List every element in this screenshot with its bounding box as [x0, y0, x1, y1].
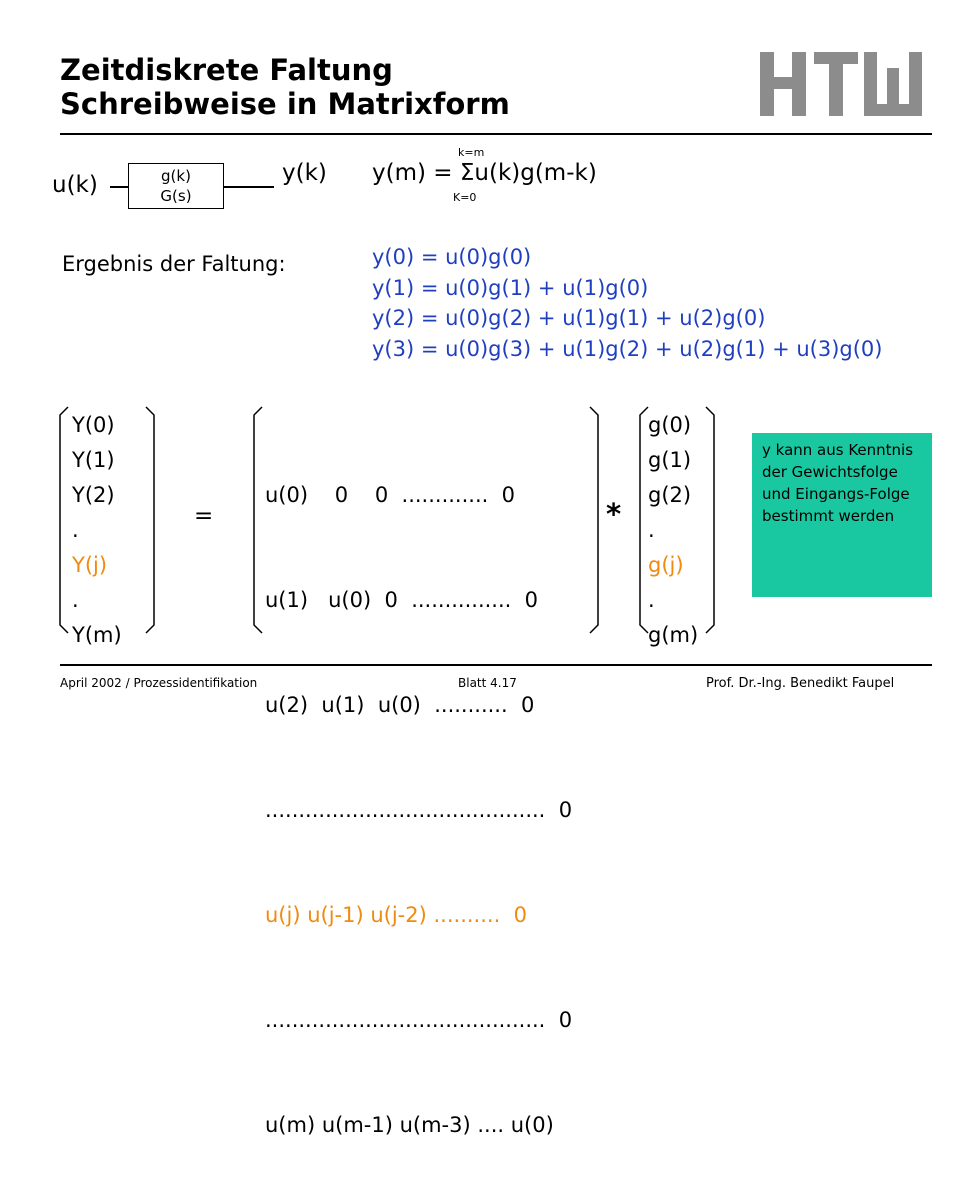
y-element-j: Y(j) [72, 553, 108, 577]
g-element: g(1) [648, 448, 692, 472]
y-element: Y(1) [72, 448, 115, 472]
u-matrix-row: u(2) u(1) u(0) ........... 0 [265, 693, 535, 717]
u-matrix-row-j: u(j) u(j-1) u(j-2) .......... 0 [265, 903, 527, 927]
g-element: . [648, 518, 655, 542]
block-label-G: G(s) [160, 187, 192, 205]
u-matrix-row: u(m) u(m-1) u(m-3) .... u(0) [265, 1113, 554, 1137]
footer-left: April 2002 / Prozessidentifikation [60, 676, 258, 690]
u-matrix-row: .......................................... 0 [265, 1008, 573, 1032]
equation-y0: y(0) = u(0)g(0) [372, 245, 532, 269]
g-element: g(2) [648, 483, 692, 507]
g-element: . [648, 588, 655, 612]
footer-author: Prof. Dr.-Ing. Benedikt Faupel [706, 676, 895, 691]
htw-logo [752, 48, 924, 120]
y-element: Y(0) [72, 413, 115, 437]
g-element: g(m) [648, 623, 699, 647]
y-element: Y(m) [72, 623, 122, 647]
equals-sign: = [194, 503, 214, 529]
note-box [752, 433, 932, 597]
sum-upper-limit: k=m [458, 146, 485, 159]
y-element: . [72, 518, 79, 542]
title-line-2: Schreibweise in Matrixform [60, 87, 510, 121]
y-vector [72, 408, 122, 653]
title-line-1: Zeitdiskrete Faltung [60, 53, 393, 87]
u-matrix [265, 408, 572, 1178]
equation-y2: y(2) = u(0)g(2) + u(1)g(1) + u(2)g(0) [372, 306, 766, 330]
y-element: Y(2) [72, 483, 115, 507]
equation-y1: y(1) = u(0)g(1) + u(1)g(0) [372, 275, 649, 300]
input-signal-label: u(k) [52, 172, 98, 198]
sum-lower-limit: K=0 [453, 191, 477, 204]
header-divider [60, 133, 932, 135]
y-element: . [72, 588, 79, 612]
u-matrix-row: u(0) 0 0 ............. 0 [265, 483, 516, 507]
note-text: y kann aus Kenntnis der Gewichtsfolge und Eingangs-Folge bestimmt werden [762, 441, 914, 525]
footer-page: Blatt 4.17 [458, 676, 517, 690]
convolution-formula: y(m) = Σu(k)g(m-k) [372, 160, 597, 186]
output-signal-label: y(k) [282, 160, 327, 186]
g-element: g(0) [648, 413, 692, 437]
equation-y3: y(3) = u(0)g(3) + u(1)g(2) + u(2)g(1) + u(3)g(0) [372, 336, 883, 361]
block-label-g: g(k) [161, 167, 191, 185]
input-line [110, 186, 128, 188]
result-label: Ergebnis der Faltung: [62, 252, 286, 276]
g-vector [648, 408, 698, 653]
u-matrix-row: u(1) u(0) 0 ............... 0 [265, 588, 539, 612]
system-block [128, 163, 224, 209]
g-element-j: g(j) [648, 553, 684, 577]
result-equations [372, 242, 883, 364]
output-line [224, 186, 274, 188]
u-matrix-row: .......................................... 0 [265, 798, 573, 822]
footer-divider [60, 664, 932, 666]
multiply-sign: * [606, 497, 622, 531]
